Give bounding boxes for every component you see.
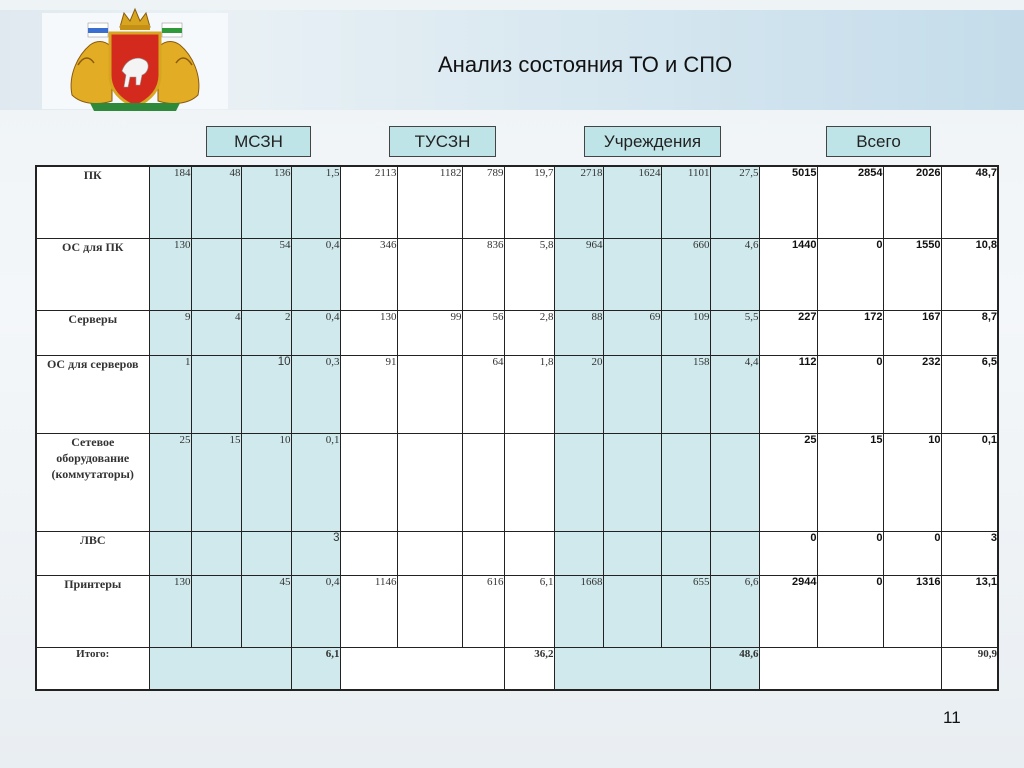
table-cell: 0,3 (291, 355, 340, 433)
table-cell (191, 575, 241, 647)
table-cell: 0,1 (941, 433, 998, 531)
table-cell (603, 238, 661, 310)
group-header-total: Всего (826, 126, 931, 157)
table-cell: 9 (149, 310, 191, 355)
total-value: 6,1 (291, 647, 340, 690)
table-cell: 6,1 (504, 575, 554, 647)
total-label: Итого: (36, 647, 149, 690)
table-row (36, 355, 998, 433)
table-cell (603, 433, 661, 531)
table-cell: 6,6 (710, 575, 759, 647)
analysis-table (35, 165, 999, 691)
total-spacer (759, 647, 941, 690)
table-row (36, 575, 998, 647)
table-cell: 0,4 (291, 238, 340, 310)
table-cell: 184 (149, 166, 191, 238)
table-cell: 4,6 (710, 238, 759, 310)
table-cell: 616 (462, 575, 504, 647)
table-cell: 25 (149, 433, 191, 531)
table-cell: 2113 (340, 166, 397, 238)
table-cell: 2718 (554, 166, 603, 238)
table-cell (191, 238, 241, 310)
table-cell: 1146 (340, 575, 397, 647)
table-cell: 167 (883, 310, 941, 355)
table-cell (554, 433, 603, 531)
table-cell: 69 (603, 310, 661, 355)
row-label: Принтеры (36, 575, 149, 647)
group-header-mszn: МСЗН (206, 126, 311, 157)
table-cell: 5,5 (710, 310, 759, 355)
table-cell: 789 (462, 166, 504, 238)
table-row (36, 238, 998, 310)
table-cell (710, 433, 759, 531)
table-cell: 54 (241, 238, 291, 310)
table-cell (710, 531, 759, 575)
table-cell: 130 (149, 238, 191, 310)
row-label: Сетевое оборудование (коммутаторы) (36, 433, 149, 531)
table-cell: 3 (941, 531, 998, 575)
table-cell: 5,8 (504, 238, 554, 310)
table-cell: 25 (759, 433, 817, 531)
table-cell: 19,7 (504, 166, 554, 238)
table-cell: 1668 (554, 575, 603, 647)
table-cell: 20 (554, 355, 603, 433)
table-cell: 346 (340, 238, 397, 310)
total-spacer (149, 647, 291, 690)
table-cell: 5015 (759, 166, 817, 238)
table-cell: 1 (149, 355, 191, 433)
table-row (36, 310, 998, 355)
table-cell: 836 (462, 238, 504, 310)
table-cell: 10 (241, 433, 291, 531)
table-cell (504, 531, 554, 575)
table-cell: 2944 (759, 575, 817, 647)
table-cell: 15 (817, 433, 883, 531)
table-cell: 1550 (883, 238, 941, 310)
table-cell (340, 531, 397, 575)
table-cell (603, 355, 661, 433)
table-cell: 0 (817, 575, 883, 647)
table-cell (397, 531, 462, 575)
table-cell: 1,8 (504, 355, 554, 433)
table-cell: 64 (462, 355, 504, 433)
table-cell: 655 (661, 575, 710, 647)
row-label: ПК (36, 166, 149, 238)
table-cell: 0,4 (291, 310, 340, 355)
table-cell (504, 433, 554, 531)
table-row (36, 433, 998, 531)
table-cell (462, 433, 504, 531)
table-cell: 3 (291, 531, 340, 575)
table-cell: 91 (340, 355, 397, 433)
total-spacer (554, 647, 710, 690)
table-cell: 172 (817, 310, 883, 355)
table-cell: 0,1 (291, 433, 340, 531)
table-cell: 15 (191, 433, 241, 531)
table-cell: 660 (661, 238, 710, 310)
table-cell (340, 433, 397, 531)
row-label: Серверы (36, 310, 149, 355)
table-cell (191, 531, 241, 575)
table-cell: 1624 (603, 166, 661, 238)
group-header-institutions: Учреждения (584, 126, 721, 157)
row-label: ЛВС (36, 531, 149, 575)
table-cell: 227 (759, 310, 817, 355)
table-cell (554, 531, 603, 575)
table-cell: 0 (883, 531, 941, 575)
table-cell: 1182 (397, 166, 462, 238)
table-cell: 99 (397, 310, 462, 355)
table-cell: 2,8 (504, 310, 554, 355)
table-cell: 45 (241, 575, 291, 647)
table-cell: 109 (661, 310, 710, 355)
table-cell: 2 (241, 310, 291, 355)
total-row (36, 647, 998, 690)
table-cell: 48,7 (941, 166, 998, 238)
table-cell: 2026 (883, 166, 941, 238)
total-value: 90,9 (941, 647, 998, 690)
row-label: ОС для ПК (36, 238, 149, 310)
table-cell: 130 (340, 310, 397, 355)
total-value: 36,2 (504, 647, 554, 690)
table-row (36, 166, 998, 238)
table-cell (661, 531, 710, 575)
table-cell: 4 (191, 310, 241, 355)
page-number: 11 (943, 708, 961, 727)
table-cell (603, 531, 661, 575)
table-cell: 56 (462, 310, 504, 355)
table-cell: 0 (817, 531, 883, 575)
table-cell: 6,5 (941, 355, 998, 433)
total-spacer (340, 647, 504, 690)
table-cell: 0,4 (291, 575, 340, 647)
table-cell (661, 433, 710, 531)
table-cell: 10,8 (941, 238, 998, 310)
table-cell (603, 575, 661, 647)
table-cell: 0 (759, 531, 817, 575)
table-cell (191, 355, 241, 433)
table-cell: 4,4 (710, 355, 759, 433)
table-cell: 10 (883, 433, 941, 531)
table-cell: 1316 (883, 575, 941, 647)
table-cell: 136 (241, 166, 291, 238)
group-header-tuszn: ТУСЗН (389, 126, 496, 157)
table-cell: 232 (883, 355, 941, 433)
table-cell (397, 575, 462, 647)
table-cell (462, 531, 504, 575)
table-cell (397, 433, 462, 531)
row-label: ОС для серверов (36, 355, 149, 433)
table-cell: 112 (759, 355, 817, 433)
table-cell: 27,5 (710, 166, 759, 238)
table-cell: 130 (149, 575, 191, 647)
table-cell (397, 355, 462, 433)
table-cell: 0 (817, 238, 883, 310)
page-title: Анализ состояния ТО и СПО (438, 52, 733, 77)
table-cell (149, 531, 191, 575)
table-row (36, 531, 998, 575)
table-cell: 88 (554, 310, 603, 355)
table-cell: 1440 (759, 238, 817, 310)
table-cell (241, 531, 291, 575)
table-cell: 2854 (817, 166, 883, 238)
total-value: 48,6 (710, 647, 759, 690)
table-cell: 10 (241, 355, 291, 433)
table-cell: 158 (661, 355, 710, 433)
table-cell: 8,7 (941, 310, 998, 355)
table-cell: 1,5 (291, 166, 340, 238)
table-cell: 964 (554, 238, 603, 310)
coat-of-arms-logo (60, 5, 210, 113)
table-cell: 13,1 (941, 575, 998, 647)
table-cell: 0 (817, 355, 883, 433)
table-cell (397, 238, 462, 310)
table-cell: 1101 (661, 166, 710, 238)
table-cell: 48 (191, 166, 241, 238)
